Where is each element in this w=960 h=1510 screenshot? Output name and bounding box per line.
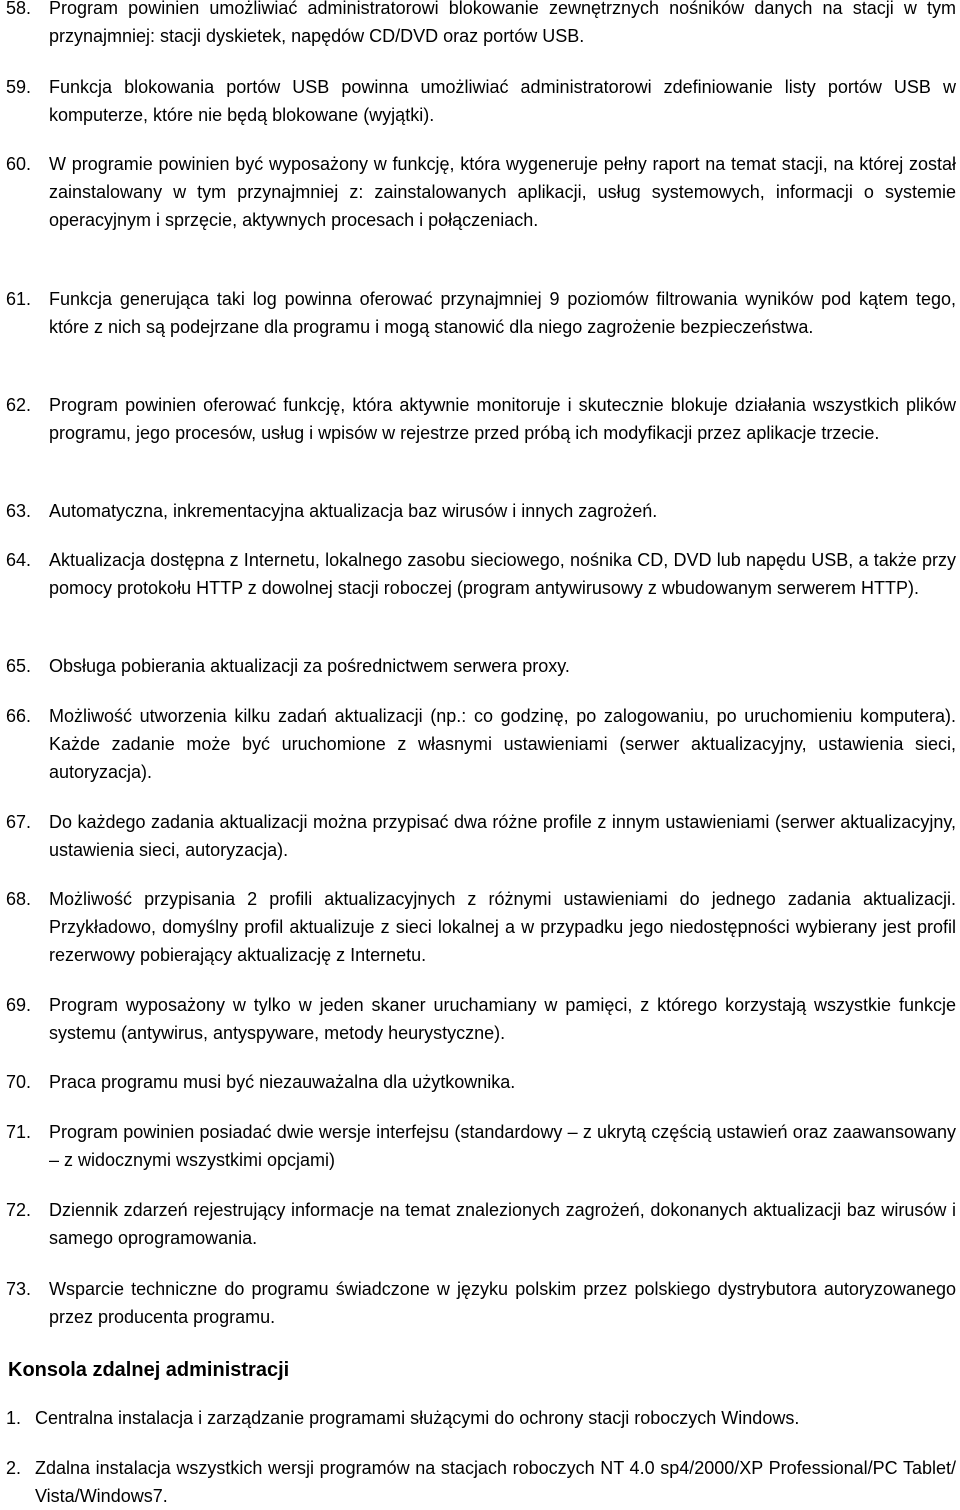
- item-number: 63.: [6, 501, 32, 521]
- list-item: [0, 546, 956, 602]
- list-item: [0, 285, 956, 341]
- item-number: 2.: [6, 1458, 22, 1478]
- item-number: 69.: [6, 995, 32, 1015]
- list-item: [0, 150, 956, 234]
- item-text: Wsparcie techniczne do programu świadczone w języku polskim przez polskiego dystrybutora autoryzowanego przez producenta programu.: [49, 1279, 956, 1327]
- item-number: 67.: [6, 812, 32, 832]
- item-number: 66.: [6, 706, 32, 726]
- item-text: Do każdego zadania aktualizacji można przypisać dwa różne profile z innym ustawieniami (serwer aktualizacyjny, ustawienia sieci, autoryzacja).: [49, 812, 956, 860]
- item-text: Program powinien umożliwiać administratorowi blokowanie zewnętrznych nośników danych na stacji w tym przynajmniej: stacji dyskietek, napędów CD/DVD oraz portów USB.: [49, 0, 956, 46]
- item-number: 70.: [6, 1072, 32, 1092]
- list-item: [0, 652, 956, 680]
- item-text: Praca programu musi być niezauważalna dla użytkownika.: [49, 1072, 516, 1092]
- item-text: Obsługa pobierania aktualizacji za pośrednictwem serwera proxy.: [49, 656, 570, 676]
- item-text: Program powinien posiadać dwie wersje interfejsu (standardowy – z ukrytą częścią ustawień oraz zaawansowany – z widocznymi wszystkimi opcjami): [49, 1122, 956, 1170]
- list-item: [0, 497, 956, 525]
- item-number: 71.: [6, 1122, 32, 1142]
- item-number: 64.: [6, 550, 32, 570]
- list-item: [0, 1275, 956, 1331]
- item-number: 72.: [6, 1200, 32, 1220]
- list-item: [0, 1404, 956, 1432]
- list-item: [0, 0, 956, 50]
- item-number: 62.: [6, 395, 32, 415]
- list-item: [0, 1068, 956, 1096]
- list-item: [0, 702, 956, 786]
- section-heading: Konsola zdalnej administracji: [8, 1359, 290, 1381]
- list-item: [0, 391, 956, 447]
- item-text: Funkcja blokowania portów USB powinna umożliwiać administratorowi zdefiniowanie listy portów USB w komputerze, które nie będą blokowane (wyjątki).: [49, 77, 956, 125]
- item-text: Funkcja generująca taki log powinna oferować przynajmniej 9 poziomów filtrowania wyników pod kątem tego, które z nich są podejrzane dla programu i mogą stanowić dla niego zagrożenie bezpieczeństwa.: [49, 289, 956, 337]
- item-number: 65.: [6, 656, 32, 676]
- item-text: Dziennik zdarzeń rejestrujący informacje na temat znalezionych zagrożeń, dokonanych aktualizacji baz wirusów i samego oprogramowania.: [49, 1200, 956, 1248]
- item-text: Program powinien oferować funkcję, która aktywnie monitoruje i skutecznie blokuje działania wszystkich plików programu, jego procesów, usług i wpisów w rejestrze przed próbą ich modyfikacji przez aplikacje trzecie.: [49, 395, 956, 443]
- item-number: 68.: [6, 889, 32, 909]
- item-text: Automatyczna, inkrementacyjna aktualizacja baz wirusów i innych zagrożeń.: [49, 501, 658, 521]
- list-item: [0, 1118, 956, 1174]
- item-number: 1.: [6, 1408, 22, 1428]
- item-text: Program wyposażony w tylko w jeden skaner uruchamiany w pamięci, z którego korzystają wszystkie funkcje systemu (antywirus, antyspyware, metody heurystyczne).: [49, 995, 956, 1043]
- item-text: W programie powinien być wyposażony w funkcję, która wygeneruje pełny raport na temat stacji, na której został zainstalowany w tym przynajmniej z: zainstalowanych aplikacji, usług systemowych, informacji o systemie operacyjnym i sprzęcie, aktywnych procesach i połączeniach.: [49, 154, 956, 230]
- item-number: 60.: [6, 154, 32, 174]
- item-text: Możliwość przypisania 2 profili aktualizacyjnych z różnymi ustawieniami do jednego zadania aktualizacji. Przykładowo, domyślny profil aktualizuje z sieci lokalnej a w przypadku jego niedostępności wybierany jest profil rezerwowy pobierający aktualizację z Internetu.: [49, 889, 956, 965]
- item-text: Możliwość utworzenia kilku zadań aktualizacji (np.: co godzinę, po zalogowaniu, po uruchomieniu komputera). Każde zadanie może być uruchomione z własnymi ustawieniami (serwer aktualizacyjny, ustawienia sieci, autoryzacja).: [49, 706, 956, 782]
- item-number: 61.: [6, 289, 32, 309]
- list-item: [0, 885, 956, 969]
- item-number: 59.: [6, 77, 32, 97]
- list-item: [0, 991, 956, 1047]
- item-number: 58.: [6, 0, 32, 18]
- list-item: [0, 73, 956, 129]
- list-item: [0, 1196, 956, 1252]
- item-number: 73.: [6, 1279, 32, 1299]
- list-item: [0, 1454, 956, 1510]
- item-text: Centralna instalacja i zarządzanie programami służącymi do ochrony stacji roboczych Windows.: [35, 1408, 800, 1428]
- list-item: [0, 808, 956, 864]
- item-text: Zdalna instalacja wszystkich wersji programów na stacjach roboczych NT 4.0 sp4/2000/XP Professional/PC Tablet/ Vista/Windows7.: [35, 1458, 956, 1506]
- item-text: Aktualizacja dostępna z Internetu, lokalnego zasobu sieciowego, nośnika CD, DVD lub napędu USB, a także przy pomocy protokołu HTTP z dowolnej stacji roboczej (program antywirusowy z wbudowanym serwerem HTTP).: [49, 550, 956, 598]
